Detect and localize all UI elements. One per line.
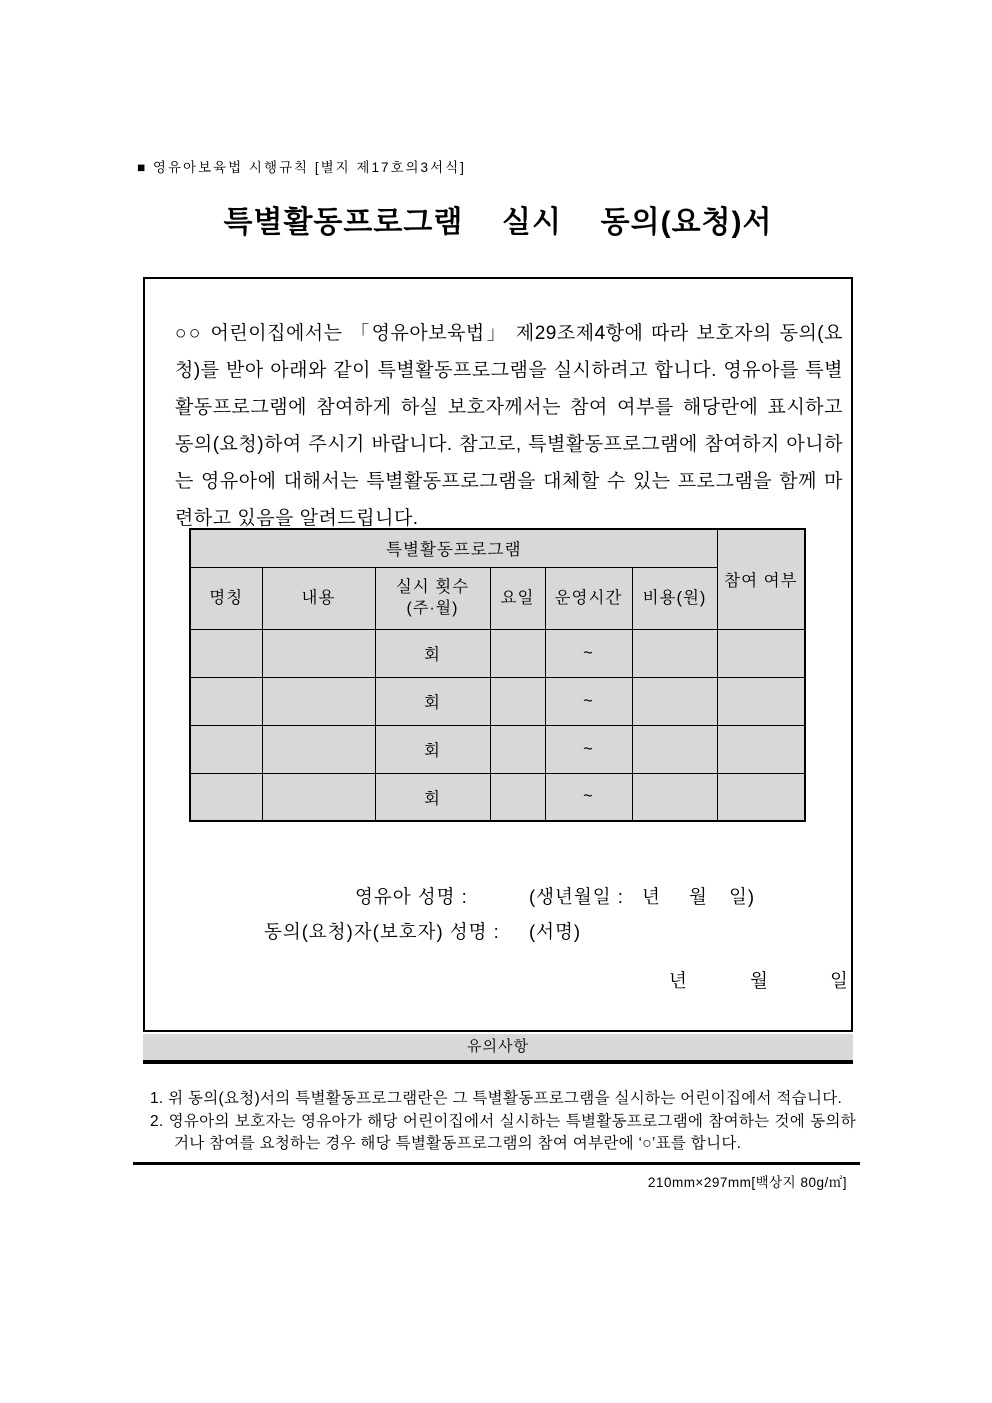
cell-day: [490, 677, 545, 725]
birth-year-label: 년: [642, 886, 661, 907]
cell-day: [490, 629, 545, 677]
col-header-count: 실시 횟수 (주·월): [375, 567, 490, 629]
footer-divider: [133, 1162, 860, 1165]
table-row: [190, 725, 805, 773]
child-name-label: 영유아 성명 :: [355, 886, 468, 907]
birth-month-label: 월: [689, 886, 708, 907]
cell-name: [190, 773, 262, 821]
program-table: [189, 528, 806, 822]
notice-item-2: 2. 영유아의 보호자는 영유아가 해당 어린이집에서 실시하는 특별활동프로그램에 참여하는 것에 동의하거나 참여를 요청하는 경우 해당 특별활동프로그램의 참여 여부란에 ‘○’표를 합니다.: [150, 1112, 856, 1152]
cell-content: [262, 629, 375, 677]
group-header-cell: 특별활동프로그램: [190, 529, 717, 567]
cell-content: [262, 725, 375, 773]
notice-item-1: 1. 위 동의(요청)서의 특별활동프로그램란은 그 특별활동프로그램을 실시하는 어린이집에서 적습니다.: [150, 1090, 843, 1107]
cell-participation: [717, 677, 805, 725]
intro-paragraph: ○○ 어린이집에서는 「영유아보육법」 제29조제4항에 따라 보호자의 동의(요청)를 받아 아래와 같이 특별활동프로그램을 실시하려고 합니다. 영유아를 특별활동프로그램에 참여하게 하실 보호자께서는 참여 여부를 해당란에 표시하고 동의(요청)하여 주시기 바랍니다. 참고로, 특별활동프로그램에 참여하지 아니하는 영유아에 대해서는 특별활동프로그램을 대체할 수 있는 프로그램을 함께 마련하고 있음을 알려드립니다.: [175, 323, 843, 529]
notice-list: [150, 1088, 856, 1156]
col-header-cost: 비용(원): [632, 567, 717, 629]
cell-cost: [632, 773, 717, 821]
cell-time: ~: [545, 677, 632, 725]
cell-time: ~: [545, 725, 632, 773]
cell-content: [262, 773, 375, 821]
cell-participation: [717, 629, 805, 677]
paper-spec-label: 210mm×297mm[백상지 80g/㎡]: [647, 1175, 847, 1190]
cell-time: ~: [545, 629, 632, 677]
table-column-header-row: [190, 567, 805, 629]
page-title: 특별활동프로그램 실시 동의(요청)서: [223, 206, 773, 239]
form-statute-label: ■ 영유아보육법 시행규칙 [별지 제17호의3서식]: [137, 160, 466, 175]
date-year-label: 년: [669, 970, 688, 991]
table-row: [190, 773, 805, 821]
form-body-box: [143, 277, 853, 1032]
participation-header-cell: 참여 여부: [717, 529, 805, 629]
col-header-count-sub: (주·월): [406, 600, 459, 617]
cell-name: [190, 677, 262, 725]
col-header-day: 요일: [490, 567, 545, 629]
cell-day: [490, 773, 545, 821]
table-row: [190, 629, 805, 677]
cell-time: ~: [545, 773, 632, 821]
birth-day-label: 일): [729, 886, 756, 907]
cell-name: [190, 629, 262, 677]
cell-count: 회: [375, 629, 490, 677]
table-group-header-row: [190, 529, 805, 567]
col-header-name: 명칭: [190, 567, 262, 629]
col-header-content: 내용: [262, 567, 375, 629]
cell-cost: [632, 629, 717, 677]
cell-content: [262, 677, 375, 725]
cell-cost: [632, 725, 717, 773]
date-day-label: 일: [830, 970, 849, 991]
birthdate-label: (생년월일 :: [529, 886, 624, 907]
cell-participation: [717, 773, 805, 821]
cell-count: 회: [375, 725, 490, 773]
cell-count: 회: [375, 677, 490, 725]
cell-participation: [717, 725, 805, 773]
table-row: [190, 677, 805, 725]
cell-day: [490, 725, 545, 773]
cell-count: 회: [375, 773, 490, 821]
cell-cost: [632, 677, 717, 725]
cell-name: [190, 725, 262, 773]
notice-bar: 유의사항: [143, 1034, 853, 1064]
guardian-name-label: 동의(요청)자(보호자) 성명 :: [264, 921, 500, 942]
col-header-time: 운영시간: [545, 567, 632, 629]
sign-here-label: (서명): [529, 921, 582, 942]
date-month-label: 월: [750, 970, 769, 991]
